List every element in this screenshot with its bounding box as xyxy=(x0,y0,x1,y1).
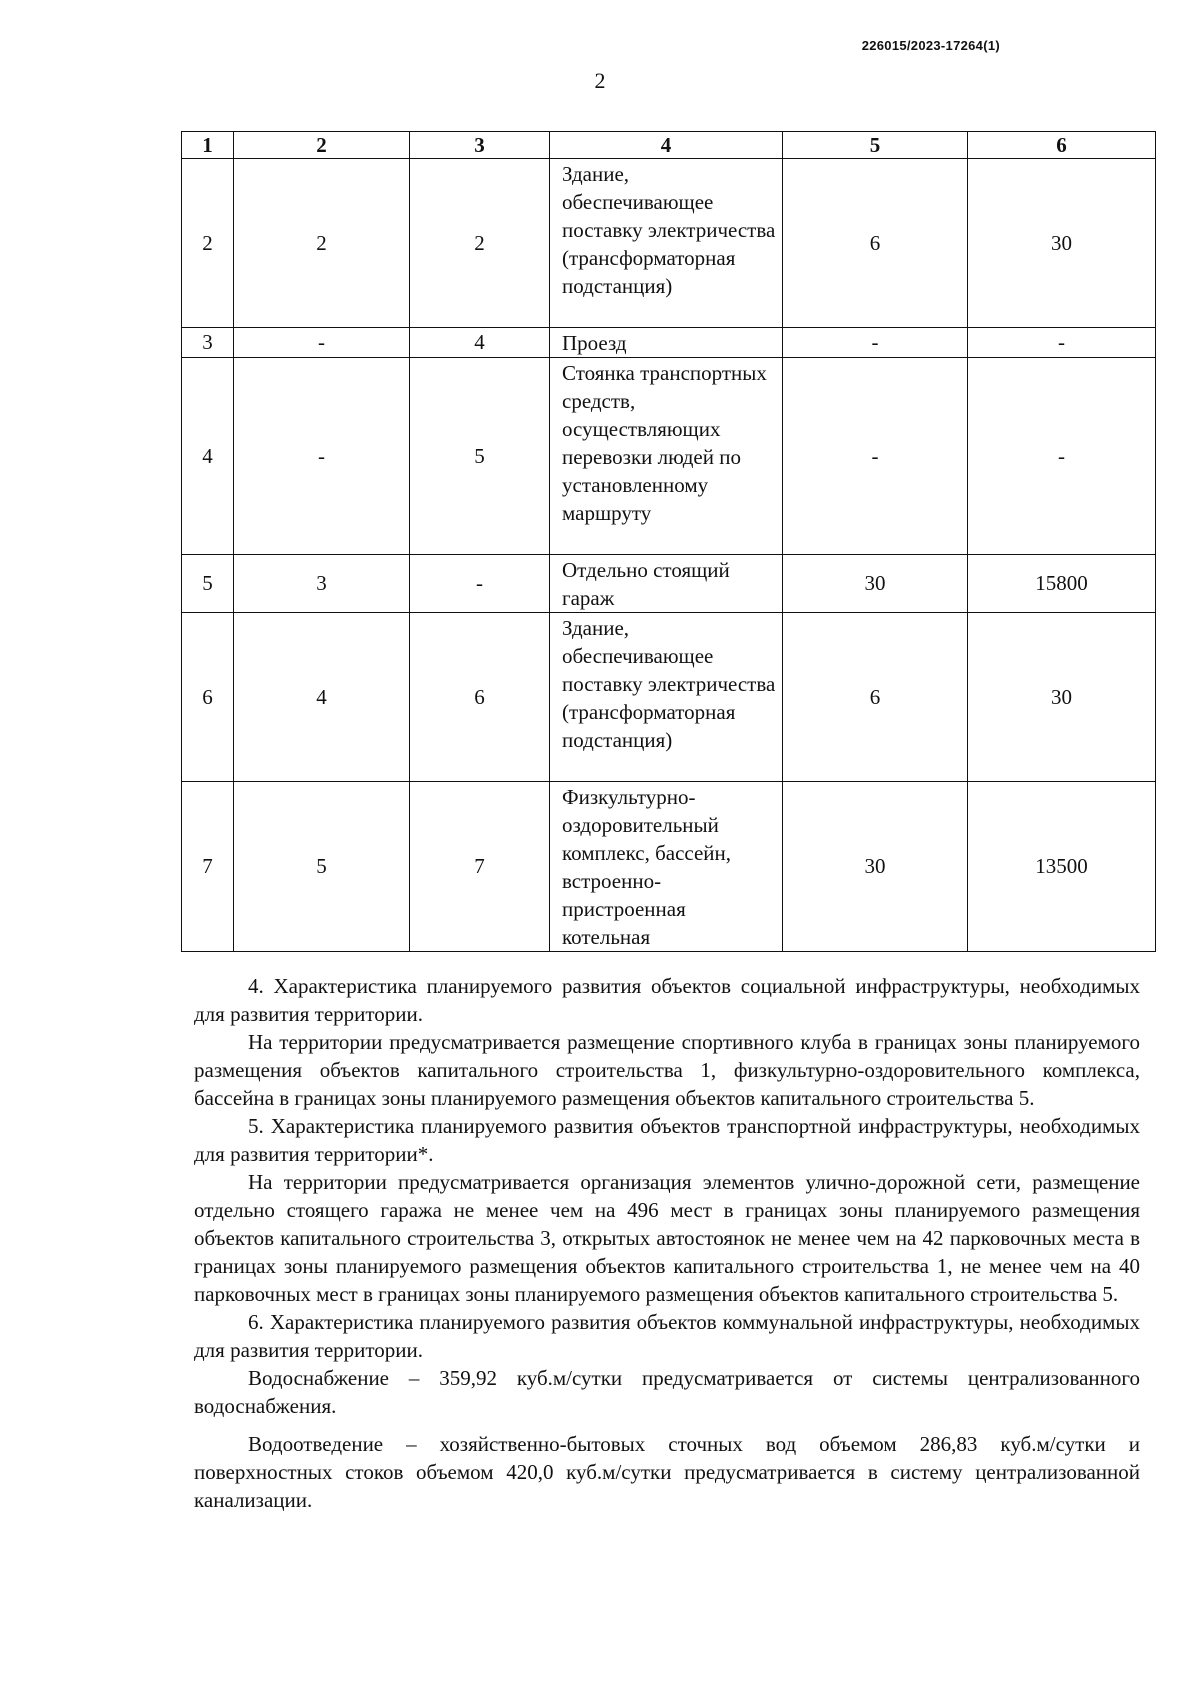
table-cell: 2 xyxy=(234,159,410,328)
table-cell: - xyxy=(783,328,968,358)
document-reference-number: 226015/2023-17264(1) xyxy=(861,38,1000,53)
table-cell: 3 xyxy=(234,555,410,613)
table-cell-object-name: Проезд xyxy=(550,328,783,358)
table-cell: 7 xyxy=(410,782,550,952)
table-cell: - xyxy=(410,555,550,613)
header-cell: 2 xyxy=(234,132,410,159)
table-cell: - xyxy=(234,328,410,358)
header-cell: 6 xyxy=(968,132,1156,159)
table-cell: 5 xyxy=(234,782,410,952)
table-cell: 13500 xyxy=(968,782,1156,952)
table-cell-object-name: Здание, обеспечивающее поставку электричества (трансформаторная подстанция) xyxy=(550,159,783,328)
table-cell: 6 xyxy=(783,159,968,328)
table-cell: 7 xyxy=(182,782,234,952)
table-cell: 5 xyxy=(182,555,234,613)
table-cell-object-name: Отдельно стоящий гараж xyxy=(550,555,783,613)
table-cell: 30 xyxy=(968,159,1156,328)
table-cell: - xyxy=(783,358,968,555)
table-cell: 6 xyxy=(783,613,968,782)
page-number: 2 xyxy=(594,68,606,93)
table-cell: 30 xyxy=(783,782,968,952)
water-supply-paragraph: Водоснабжение – 359,92 куб.м/сутки предусматривается от системы централизованного водоснабжения. xyxy=(194,1366,1140,1418)
table-row xyxy=(182,613,1156,782)
objects-table xyxy=(181,131,1156,952)
table-cell: 6 xyxy=(410,613,550,782)
table-row xyxy=(182,358,1156,555)
section-4-paragraph: На территории предусматривается размещение спортивного клуба в границах зоны планируемого размещения объектов капитального строительства 1, физкультурно-оздоровительного комплекса, бассейна в границах зоны планируемого размещения объектов капитального строительства 5. xyxy=(194,1030,1140,1110)
water-disposal-paragraph: Водоотведение – хозяйственно-бытовых сточных вод объемом 286,83 куб.м/сутки и поверхностных стоков объемом 420,0 куб.м/сутки предусматривается в систему централизованной канализации. xyxy=(194,1432,1140,1512)
table-row xyxy=(182,328,1156,358)
table-row xyxy=(182,555,1156,613)
table-cell: 6 xyxy=(182,613,234,782)
table-header-row xyxy=(182,132,1156,159)
table-cell-object-name: Здание, обеспечивающее поставку электричества (трансформаторная подстанция) xyxy=(550,613,783,782)
header-cell: 3 xyxy=(410,132,550,159)
table-cell-object-name: Физкультурно-оздоровительный комплекс, бассейн, встроенно-пристроенная котельная xyxy=(550,782,783,952)
table-cell: - xyxy=(968,328,1156,358)
header-cell: 4 xyxy=(550,132,783,159)
header-cell: 5 xyxy=(783,132,968,159)
section-5-heading: 5. Характеристика планируемого развития объектов транспортной инфраструктуры, необходимых для развития территории*. xyxy=(194,1114,1140,1166)
body-text xyxy=(194,972,1140,1514)
table-cell: 4 xyxy=(234,613,410,782)
section-6-heading: 6. Характеристика планируемого развития объектов коммунальной инфраструктуры, необходимых для развития территории. xyxy=(194,1310,1140,1362)
header-cell: 1 xyxy=(182,132,234,159)
table-cell: 2 xyxy=(410,159,550,328)
section-5-paragraph: На территории предусматривается организация элементов улично-дорожной сети, размещение отдельно стоящего гаража не менее чем на 496 мест в границах зоны планируемого размещения объектов капитального строительства 3, открытых автостоянок не менее чем на 42 парковочных места в границах зоны планируемого размещения объектов капитального строительства 1, не менее чем на 40 парковочных мест в границах зоны планируемого размещения объектов капитального строительства 5. xyxy=(194,1170,1140,1306)
table-cell: 30 xyxy=(968,613,1156,782)
table-cell: - xyxy=(968,358,1156,555)
table-row xyxy=(182,782,1156,952)
table-cell: - xyxy=(234,358,410,555)
table-cell: 4 xyxy=(182,358,234,555)
table-cell: 5 xyxy=(410,358,550,555)
table-cell: 3 xyxy=(182,328,234,358)
table-cell: 2 xyxy=(182,159,234,328)
table-cell: 4 xyxy=(410,328,550,358)
table-cell: 15800 xyxy=(968,555,1156,613)
table-cell: 30 xyxy=(783,555,968,613)
section-4-heading: 4. Характеристика планируемого развития объектов социальной инфраструктуры, необходимых для развития территории. xyxy=(194,974,1140,1026)
table-cell-object-name: Стоянка транспортных средств, осуществляющих перевозки людей по установленному маршруту xyxy=(550,358,783,555)
table-row xyxy=(182,159,1156,328)
